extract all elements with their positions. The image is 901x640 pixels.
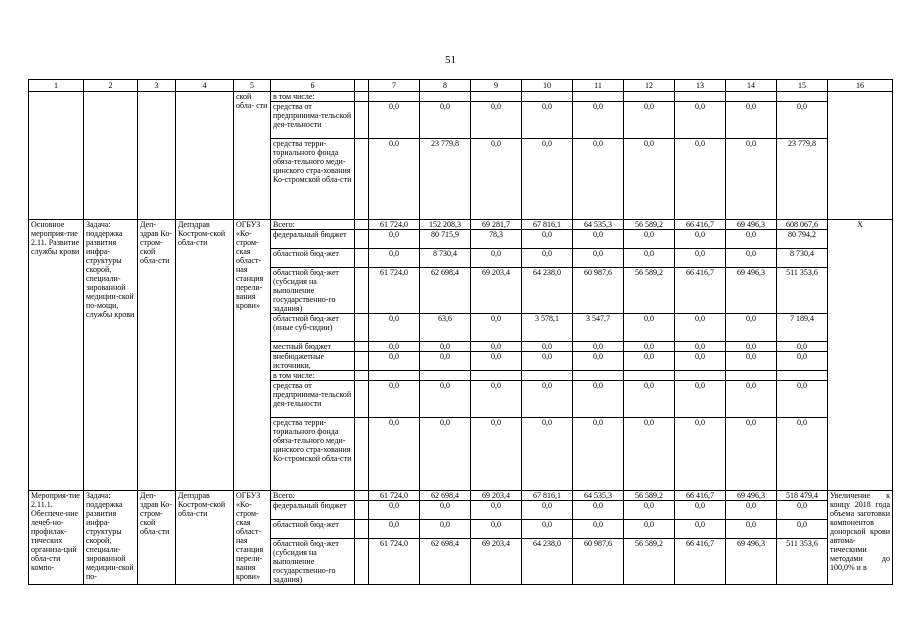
value-cell: 0,0 <box>624 501 675 520</box>
header-cell: 10 <box>522 80 573 92</box>
table-row <box>29 92 893 102</box>
row-label: областной бюд-жет (субсидия на выполнение государственно-го задания) <box>271 539 355 585</box>
value-cell: 67 816,1 <box>522 220 573 230</box>
value-cell: 0,0 <box>471 520 522 539</box>
value-cell: 0,0 <box>573 342 624 352</box>
value-cell: 0,0 <box>726 418 777 491</box>
value-cell: 62 698,4 <box>420 268 471 314</box>
value-cell: 0,0 <box>675 102 726 139</box>
value-cell: 0,0 <box>624 314 675 342</box>
value-cell: 0,0 <box>573 352 624 371</box>
value-cell: 56 589,2 <box>624 539 675 585</box>
value-cell: 0,0 <box>471 314 522 342</box>
value-cell: 0,0 <box>471 342 522 352</box>
value-cell: 69 281,7 <box>471 220 522 230</box>
value-cell: 0,0 <box>420 520 471 539</box>
value-cell: 0,0 <box>420 342 471 352</box>
value-cell: 0,0 <box>522 520 573 539</box>
value-cell: 64 535,3 <box>573 491 624 501</box>
value-cell: 56 589,2 <box>624 491 675 501</box>
header-cell: 3 <box>138 80 176 92</box>
value-cell: 0,0 <box>675 139 726 220</box>
value-cell <box>471 371 522 381</box>
executor-cell: ОГБУЗ «Ко-стром-ская област-ная станция перели-вания крови» <box>234 491 271 585</box>
value-cell: 0,0 <box>369 139 420 220</box>
value-cell: 0,0 <box>522 381 573 418</box>
value-cell: 0,0 <box>471 102 522 139</box>
header-cell: 1 <box>29 80 84 92</box>
value-cell <box>777 371 828 381</box>
value-cell: 0,0 <box>777 501 828 520</box>
value-cell: 0,0 <box>726 352 777 371</box>
value-cell: 66 416,7 <box>675 539 726 585</box>
value-cell: 61 724,0 <box>369 268 420 314</box>
value-cell: 56 589,2 <box>624 220 675 230</box>
value-cell: 66 416,7 <box>675 220 726 230</box>
value-cell: 0,0 <box>369 520 420 539</box>
value-cell: 0,0 <box>522 418 573 491</box>
value-cell: 8 730,4 <box>777 249 828 268</box>
spacer-cell <box>355 371 369 381</box>
value-cell <box>420 371 471 381</box>
value-cell: 0,0 <box>573 381 624 418</box>
value-cell: 80 794,2 <box>777 230 828 249</box>
value-cell: 3 578,1 <box>522 314 573 342</box>
value-cell: 0,0 <box>675 501 726 520</box>
coexecutor-cell: Деп-здрав Ко-стром-ской обла-сти <box>138 220 176 491</box>
value-cell: 0,0 <box>726 249 777 268</box>
value-cell: 0,0 <box>675 520 726 539</box>
value-cell: 0,0 <box>471 139 522 220</box>
col4-cell <box>176 92 234 220</box>
header-cell: 2 <box>84 80 138 92</box>
header-cell: 11 <box>573 80 624 92</box>
header-row <box>29 80 893 92</box>
value-cell: 0,0 <box>573 139 624 220</box>
value-cell: 0,0 <box>522 342 573 352</box>
value-cell: 0,0 <box>420 418 471 491</box>
value-cell: 64 238,0 <box>522 268 573 314</box>
value-cell: 23 779,8 <box>777 139 828 220</box>
row-label: местный бюджет <box>271 342 355 352</box>
value-cell: 69 203,4 <box>471 268 522 314</box>
value-cell: 62 698,4 <box>420 539 471 585</box>
spacer-cell <box>355 352 369 371</box>
spacer-cell <box>355 314 369 342</box>
value-cell <box>573 92 624 102</box>
value-cell: 0,0 <box>471 418 522 491</box>
value-cell: 61 724,0 <box>369 491 420 501</box>
row-label: Всего: <box>271 220 355 230</box>
value-cell: 0,0 <box>675 352 726 371</box>
value-cell: 0,0 <box>369 501 420 520</box>
spacer-cell <box>355 539 369 585</box>
result-cell <box>828 92 893 220</box>
budget-table <box>28 79 893 585</box>
spacer-cell <box>355 139 369 220</box>
header-cell: 9 <box>471 80 522 92</box>
row-label: областной бюд-жет <box>271 249 355 268</box>
value-cell: 0,0 <box>624 102 675 139</box>
value-cell: 0,0 <box>675 249 726 268</box>
value-cell <box>624 92 675 102</box>
table-row <box>29 491 893 501</box>
value-cell: 0,0 <box>369 102 420 139</box>
value-cell: 0,0 <box>675 381 726 418</box>
value-cell: 0,0 <box>420 352 471 371</box>
value-cell: 0,0 <box>624 230 675 249</box>
value-cell: 60 987,6 <box>573 268 624 314</box>
responsible-cell: Депздрав Костром-ской обла-сти <box>176 220 234 491</box>
value-cell: 0,0 <box>573 418 624 491</box>
spacer-cell <box>355 501 369 520</box>
value-cell: 0,0 <box>624 249 675 268</box>
value-cell: 3 547,7 <box>573 314 624 342</box>
value-cell <box>624 371 675 381</box>
value-cell: 60 987,6 <box>573 539 624 585</box>
value-cell: 0,0 <box>369 352 420 371</box>
row-label: областной бюд-жет (иные суб-сидии) <box>271 314 355 342</box>
value-cell: 64 238,0 <box>522 539 573 585</box>
value-cell <box>726 92 777 102</box>
result-cell: Увеличение к концу 2018 года объема заготовки компонентов донорской крови автома-тическими методами до 100,0% и в <box>828 491 893 585</box>
value-cell: 0,0 <box>369 230 420 249</box>
row-label: областной бюд-жет (субсидия на выполнение государственно-го задания) <box>271 268 355 314</box>
value-cell: 69 496,3 <box>726 220 777 230</box>
row-label: средства терри-ториального фонда обяза-тельного меди-цинского стра-хования Ко-стромской обла-сти <box>271 139 355 220</box>
header-cell: 16 <box>828 80 893 92</box>
value-cell: 0,0 <box>522 139 573 220</box>
value-cell: 0,0 <box>726 501 777 520</box>
value-cell: 64 535,3 <box>573 220 624 230</box>
coexecutor-cell: Деп-здрав Ко-стром-ской обла-сти <box>138 491 176 585</box>
value-cell: 23 779,8 <box>420 139 471 220</box>
value-cell: 69 496,3 <box>726 539 777 585</box>
value-cell: 0,0 <box>522 249 573 268</box>
spacer-cell <box>355 418 369 491</box>
header-cell: 7 <box>369 80 420 92</box>
value-cell <box>369 371 420 381</box>
value-cell: 0,0 <box>522 230 573 249</box>
value-cell: 7 189,4 <box>777 314 828 342</box>
value-cell: 0,0 <box>624 352 675 371</box>
result-cell: Х <box>828 220 893 491</box>
value-cell: 0,0 <box>522 501 573 520</box>
row-label: средства от предпринима-тельской дея-тельности <box>271 102 355 139</box>
value-cell: 0,0 <box>726 520 777 539</box>
value-cell: 0,0 <box>624 520 675 539</box>
value-cell: 0,0 <box>420 501 471 520</box>
value-cell: 69 496,3 <box>726 491 777 501</box>
value-cell: 0,0 <box>522 102 573 139</box>
header-cell: 12 <box>624 80 675 92</box>
value-cell: 0,0 <box>675 314 726 342</box>
row-label: федеральный бюджет <box>271 230 355 249</box>
value-cell <box>369 92 420 102</box>
value-cell <box>471 92 522 102</box>
value-cell: 0,0 <box>675 418 726 491</box>
value-cell: 0,0 <box>624 342 675 352</box>
row-label: внебюджетные источники, <box>271 352 355 371</box>
spacer-cell <box>355 491 369 501</box>
value-cell: 0,0 <box>369 418 420 491</box>
value-cell: 67 816,1 <box>522 491 573 501</box>
value-cell: 0,0 <box>573 520 624 539</box>
value-cell: 61 724,0 <box>369 539 420 585</box>
value-cell: 0,0 <box>573 102 624 139</box>
value-cell: 0,0 <box>369 314 420 342</box>
value-cell: 0,0 <box>726 230 777 249</box>
value-cell: 518 479,4 <box>777 491 828 501</box>
value-cell: 78,3 <box>471 230 522 249</box>
value-cell: 0,0 <box>726 381 777 418</box>
value-cell: 0,0 <box>420 381 471 418</box>
header-cell: 14 <box>726 80 777 92</box>
value-cell: 0,0 <box>777 418 828 491</box>
value-cell: 8 730,4 <box>420 249 471 268</box>
spacer-cell <box>355 249 369 268</box>
value-cell: 80 715,9 <box>420 230 471 249</box>
value-cell: 0,0 <box>471 381 522 418</box>
value-cell: 0,0 <box>573 501 624 520</box>
value-cell: 0,0 <box>726 314 777 342</box>
row-label: Всего: <box>271 491 355 501</box>
row-label: средства терри-ториального фонда обяза-тельного меди-цинского стра-хования Ко-стромской обла-сти <box>271 418 355 491</box>
value-cell: 0,0 <box>726 342 777 352</box>
value-cell: 0,0 <box>369 381 420 418</box>
value-cell: 69 203,4 <box>471 491 522 501</box>
value-cell: 0,0 <box>573 249 624 268</box>
header-cell: 6 <box>271 80 355 92</box>
value-cell: 56 589,2 <box>624 268 675 314</box>
value-cell: 0,0 <box>777 381 828 418</box>
value-cell: 0,0 <box>522 352 573 371</box>
value-cell: 66 416,7 <box>675 268 726 314</box>
page-number: 51 <box>445 54 456 66</box>
spacer-cell <box>355 342 369 352</box>
header-cell: 8 <box>420 80 471 92</box>
value-cell <box>522 371 573 381</box>
value-cell: 0,0 <box>726 139 777 220</box>
value-cell: 0,0 <box>471 249 522 268</box>
value-cell: 0,0 <box>573 230 624 249</box>
task-cell: Задача: поддержка развития инфра-структуры скорой, специали-зированной медицин-ской по-мощи, службы крови <box>84 220 138 491</box>
executor-cell: ОГБУЗ «Ко-стром-ская област-ная станция перели-вания крови» <box>234 220 271 491</box>
row-label: в том числе: <box>271 92 355 102</box>
value-cell: 0,0 <box>726 102 777 139</box>
spacer-cell <box>355 381 369 418</box>
value-cell <box>777 92 828 102</box>
value-cell: 61 724,0 <box>369 220 420 230</box>
value-cell: 608 067,6 <box>777 220 828 230</box>
value-cell: 0,0 <box>624 139 675 220</box>
executor-cell: ской обла- сти <box>234 92 271 220</box>
measure-cell: Мероприя-тие 2.11.1. Обеспече-ние лечеб-но-профилак-тических организа-ций обла-сти компо- <box>29 491 84 585</box>
row-label: в том числе: <box>271 371 355 381</box>
value-cell <box>726 371 777 381</box>
value-cell: 69 496,3 <box>726 268 777 314</box>
value-cell <box>420 92 471 102</box>
header-cell: 13 <box>675 80 726 92</box>
header-cell: 5 <box>234 80 271 92</box>
spacer-cell <box>355 230 369 249</box>
task-cell: Задача: поддержка развития инфра-структуры скорой, специали-зированной медицин-ской по- <box>84 491 138 585</box>
value-cell: 63,6 <box>420 314 471 342</box>
spacer-cell <box>355 520 369 539</box>
table-row <box>29 220 893 230</box>
value-cell: 0,0 <box>471 352 522 371</box>
value-cell: 0,0 <box>777 342 828 352</box>
value-cell: 69 203,4 <box>471 539 522 585</box>
value-cell: 0,0 <box>777 520 828 539</box>
value-cell: 66 416,7 <box>675 491 726 501</box>
value-cell: 0,0 <box>777 352 828 371</box>
col2-cell <box>84 92 138 220</box>
value-cell: 0,0 <box>369 249 420 268</box>
measure-cell: Основное мероприя-тие 2.11. Развитие службы крови <box>29 220 84 491</box>
header-cell: 15 <box>777 80 828 92</box>
value-cell: 0,0 <box>675 342 726 352</box>
value-cell: 152 208,3 <box>420 220 471 230</box>
spacer-cell <box>355 92 369 102</box>
row-label: областной бюд-жет <box>271 520 355 539</box>
spacer-cell <box>355 220 369 230</box>
row-label: федеральный бюджет <box>271 501 355 520</box>
value-cell: 0,0 <box>624 418 675 491</box>
col3-cell <box>138 92 176 220</box>
value-cell: 0,0 <box>369 342 420 352</box>
value-cell: 0,0 <box>624 381 675 418</box>
col1-cell <box>29 92 84 220</box>
value-cell: 0,0 <box>675 230 726 249</box>
value-cell: 511 353,6 <box>777 539 828 585</box>
row-label: средства от предпринима-тельской дея-тельности <box>271 381 355 418</box>
header-cell <box>355 80 369 92</box>
value-cell <box>675 371 726 381</box>
value-cell: 511 353,6 <box>777 268 828 314</box>
value-cell: 62 698,4 <box>420 491 471 501</box>
value-cell <box>573 371 624 381</box>
value-cell: 0,0 <box>777 102 828 139</box>
value-cell: 0,0 <box>471 501 522 520</box>
header-cell: 4 <box>176 80 234 92</box>
spacer-cell <box>355 102 369 139</box>
value-cell: 0,0 <box>420 102 471 139</box>
value-cell <box>522 92 573 102</box>
responsible-cell: Депздрав Костром-ской обла-сти <box>176 491 234 585</box>
value-cell <box>675 92 726 102</box>
spacer-cell <box>355 268 369 314</box>
